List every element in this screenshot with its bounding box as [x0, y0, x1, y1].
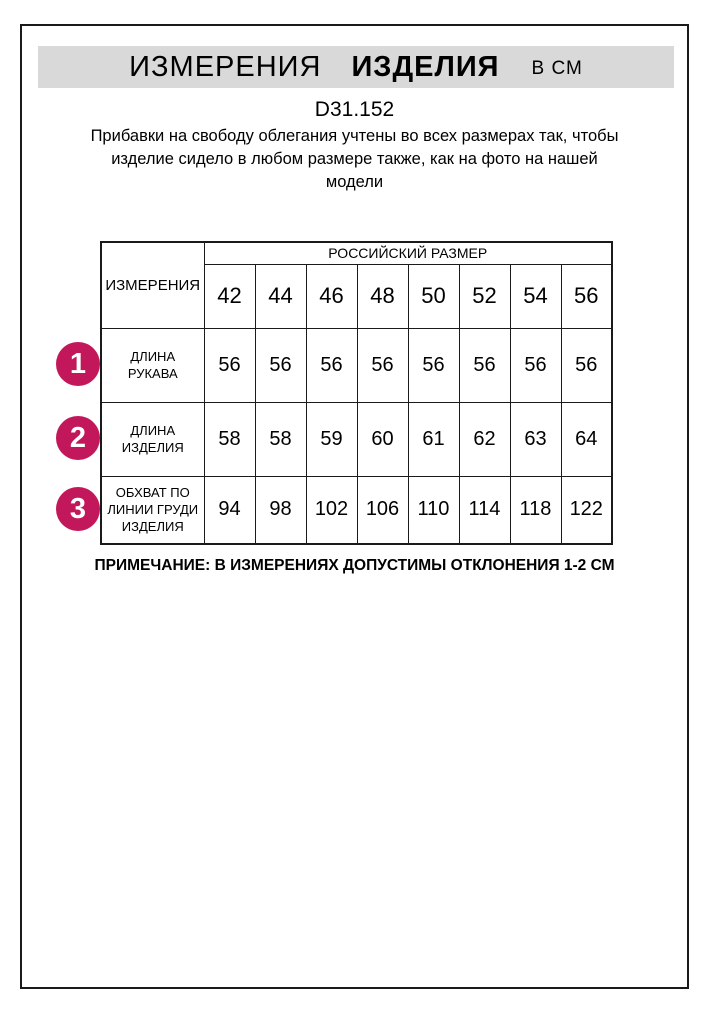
- description-line: модели: [325, 173, 384, 191]
- measurement-value-cell: 56: [408, 328, 459, 402]
- size-header-cell: 48: [357, 264, 408, 328]
- measurement-value-cell: 56: [357, 328, 408, 402]
- size-group-header-cell: РОССИЙСКИЙ РАЗМЕР: [204, 242, 612, 264]
- measurement-value-cell: 60: [357, 402, 408, 476]
- measurement-label-cell: ДЛИНА РУКАВА: [101, 328, 204, 402]
- measurement-value-cell: 102: [306, 476, 357, 544]
- description-line: Прибавки на свободу облегания учтены во всех размерах так, чтобы: [90, 127, 619, 145]
- measurement-value-cell: 98: [255, 476, 306, 544]
- measurements-header-cell: ИЗМЕРЕНИЯ: [101, 242, 204, 328]
- size-header-cell: 52: [459, 264, 510, 328]
- model-code: D31.152: [314, 98, 395, 121]
- row-marker-2: 2: [56, 416, 100, 460]
- table-row: [101, 402, 612, 476]
- measurement-value-cell: 56: [459, 328, 510, 402]
- table-row: [101, 328, 612, 402]
- measurement-value-cell: 106: [357, 476, 408, 544]
- size-header-cell: 56: [561, 264, 612, 328]
- table-head: [101, 242, 612, 328]
- measurement-value-cell: 122: [561, 476, 612, 544]
- measurement-value-cell: 63: [510, 402, 561, 476]
- size-header-cell: 46: [306, 264, 357, 328]
- measurement-value-cell: 56: [306, 328, 357, 402]
- measurement-value-cell: 56: [510, 328, 561, 402]
- title-units: В СМ: [531, 58, 583, 79]
- table-body: [101, 328, 612, 544]
- measurement-value-cell: 62: [459, 402, 510, 476]
- measurement-value-cell: 56: [561, 328, 612, 402]
- measurement-value-cell: 64: [561, 402, 612, 476]
- document-frame: [20, 24, 689, 989]
- table-row: [101, 476, 612, 544]
- measurement-value-cell: 114: [459, 476, 510, 544]
- size-header-cell: 44: [255, 264, 306, 328]
- measurement-label-cell: ОБХВАТ ПО ЛИНИИ ГРУДИ ИЗДЕЛИЯ: [101, 476, 204, 544]
- measurement-value-cell: 61: [408, 402, 459, 476]
- note-text: ПРИМЕЧАНИЕ: В ИЗМЕРЕНИЯХ ДОПУСТИМЫ ОТКЛОНЕНИЯ 1-2 СМ: [94, 557, 615, 574]
- page-title-bar: [38, 46, 674, 88]
- measurement-value-cell: 58: [204, 402, 255, 476]
- row-marker-3: 3: [56, 487, 100, 531]
- description: [22, 125, 687, 194]
- row-marker-1: 1: [56, 342, 100, 386]
- title-measurements: ИЗМЕРЕНИЯ: [129, 50, 322, 83]
- measurement-label-cell: ДЛИНА ИЗДЕЛИЯ: [101, 402, 204, 476]
- size-header-cell: 54: [510, 264, 561, 328]
- size-group-row: [101, 242, 612, 264]
- measurement-value-cell: 110: [408, 476, 459, 544]
- title-product: ИЗДЕЛИЯ: [351, 50, 500, 83]
- measurement-value-cell: 58: [255, 402, 306, 476]
- size-table: [100, 241, 613, 545]
- measurement-value-cell: 118: [510, 476, 561, 544]
- measurement-value-cell: 59: [306, 402, 357, 476]
- size-header-cell: 50: [408, 264, 459, 328]
- description-line: изделие сидело в любом размере также, как на фото на нашей: [111, 150, 598, 168]
- size-header-cell: 42: [204, 264, 255, 328]
- measurement-value-cell: 94: [204, 476, 255, 544]
- measurement-value-cell: 56: [204, 328, 255, 402]
- measurement-value-cell: 56: [255, 328, 306, 402]
